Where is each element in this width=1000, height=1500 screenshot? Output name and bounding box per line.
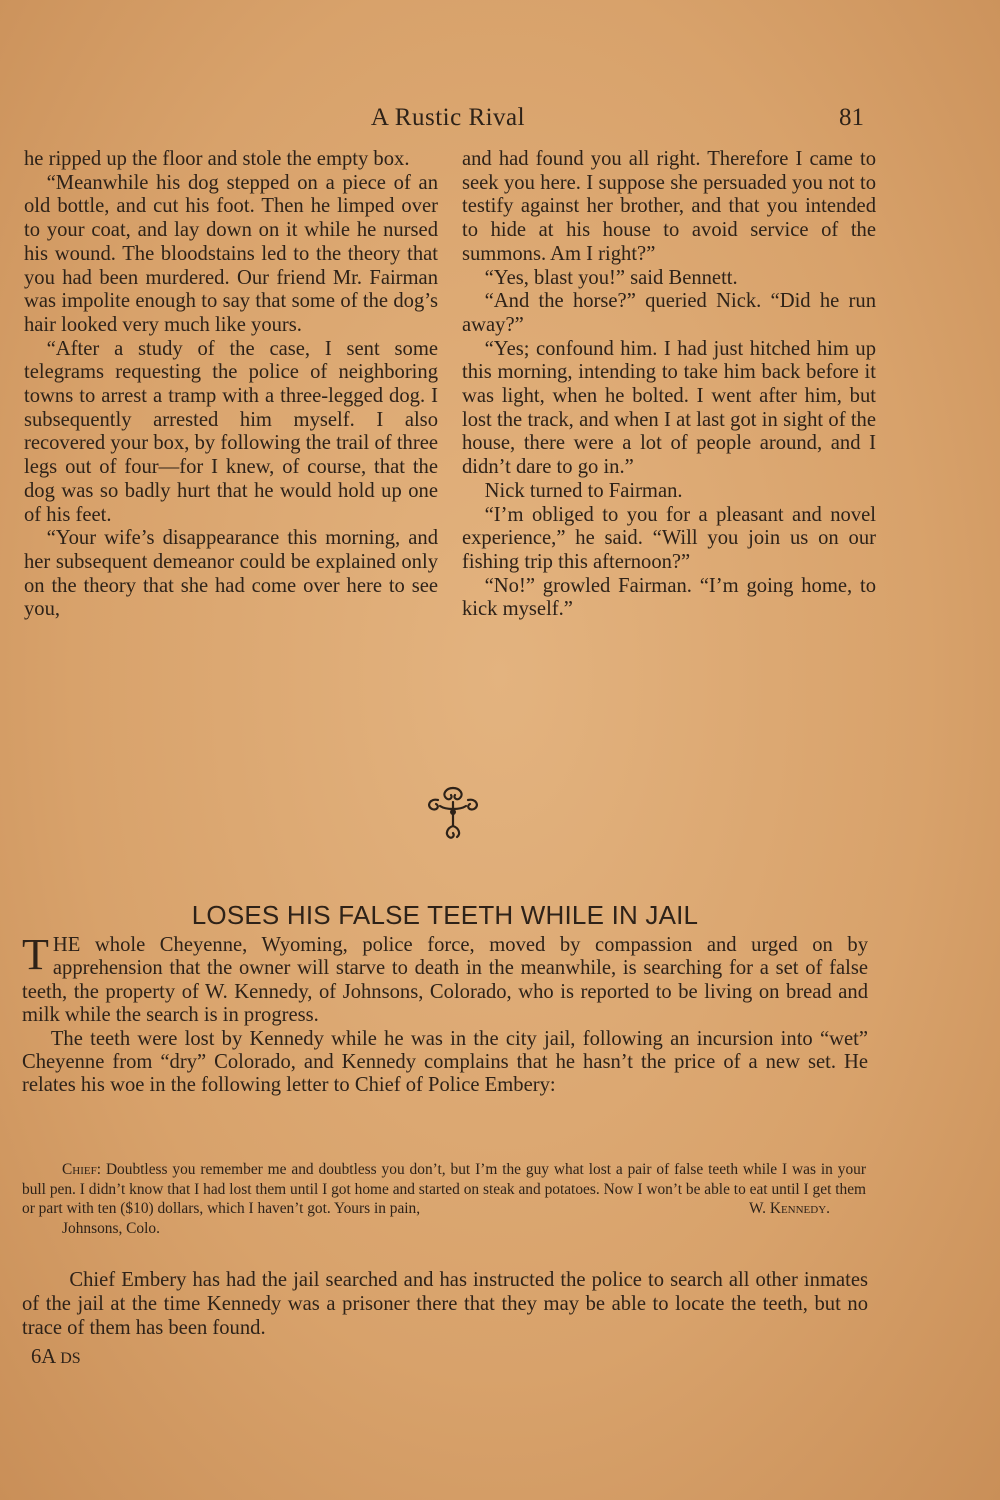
page-number: 81: [839, 104, 864, 131]
paragraph: “Meanwhile his dog stepped on a piece of an old bottle, and cut his foot. Then he limped over to your coat, and lay down on it while he nursed his wound. The bloodstains led to the theory that you had been murdered. Our friend Mr. Fairman was impolite enough to say that some of the dog’s hair looked very much like yours.: [24, 171, 438, 336]
signature-number: 6A: [31, 1346, 56, 1368]
article-body: [22, 930, 868, 1098]
paragraph: “Yes, blast you!” said Bennett.: [484, 266, 738, 289]
right-column: [462, 148, 876, 622]
letter-body: [22, 1160, 866, 1219]
paragraph: Nick turned to Fairman.: [484, 479, 683, 502]
lead-paragraph-text: HE whole Cheyenne, Wyoming, police force, moved by compassion and urged on by apprehension that the owner will starve to death in the meanwhile, is searching for a set of false teeth, the property of W. Kennedy, of Johnsons, Colorado, who is reported to be living on bread and milk while the search is in progress.: [22, 934, 868, 1027]
paragraph: he ripped up the floor and stole the empty box.: [24, 148, 410, 170]
running-head: [0, 104, 1000, 134]
paragraph: “And the horse?” queried Nick. “Did he run away?”: [462, 290, 876, 336]
quoted-letter: [22, 1160, 866, 1238]
paragraph: and had found you all right. Therefore I came to seek you here. I suppose she persuaded you not to testify against her brother, and that you intended to hide at his house to avoid service of the summons. Am I right?”: [462, 148, 876, 265]
letter-salutation: Chief:: [62, 1161, 102, 1178]
paragraph: “Yes; confound him. I had just hitched him up this morning, intending to take him back before it was light, when he bolted. I went after him, but lost the track, and when I at last got in sight of the house, there were a lot of people around, and I didn’t dare to go in.”: [462, 337, 876, 479]
left-column: [24, 148, 438, 622]
letter-signature: W. Kennedy.: [749, 1200, 830, 1218]
signature-suffix: DS: [60, 1350, 81, 1367]
paragraph: “No!” growled Fairman. “I’m going home, to kick myself.”: [462, 574, 876, 621]
paragraph: “After a study of the case, I sent some telegrams requesting the police of neighboring towns to arrest a tramp with a three-legged dog. I subsequently arrested him myself. I also recovered your box, by following the trail of three legs out of four—for I knew, of course, that the dog was so badly hurt that he would hold up one of his feet.: [24, 337, 438, 526]
paragraph: The teeth were lost by Kennedy while he was in the city jail, following an incursion into “wet” Cheyenne from “dry” Colorado, and Kennedy complains that he hasn’t the price of a new set. He relates his woe in the following letter to Chief of Police Embery:: [22, 1027, 868, 1097]
paragraph: Chief Embery has had the jail searched and has instructed the police to search all other inmates of the jail at the time Kennedy was a prisoner there that they may be able to locate the teeth, but no trace of them has been found.: [22, 1269, 868, 1340]
letter-text: Doubtless you remember me and doubtless you don’t, but I’m the guy what lost a pair of false teeth while I was in your bull pen. I didn’t know that I had lost them until I got home and started on steak and potatoes. Now I won’t be able to eat until I get them or part with ten ($10) dollars, which I haven’t got. Yours in pain,: [22, 1161, 866, 1218]
lead-paragraph: [22, 930, 868, 1028]
article-headline: LOSES HIS FALSE TEETH WHILE IN JAIL: [191, 900, 699, 930]
printer-signature-mark: [31, 1346, 81, 1369]
paragraph: “Your wife’s disappearance this morning, and her subsequent demeanor could be explained only on the theory that she had come over here to see you,: [24, 527, 438, 621]
drop-cap: T: [22, 930, 49, 979]
running-title: A Rustic Rival: [370, 104, 526, 131]
paragraph: “I’m obliged to you for a pleasant and novel experience,” he said. “Will you join us on our fishing trip this afternoon?”: [462, 503, 876, 573]
closing-paragraph-block: [22, 1268, 868, 1341]
letter-place: Johnsons, Colo.: [62, 1219, 160, 1237]
fleuron-icon: [418, 776, 488, 846]
